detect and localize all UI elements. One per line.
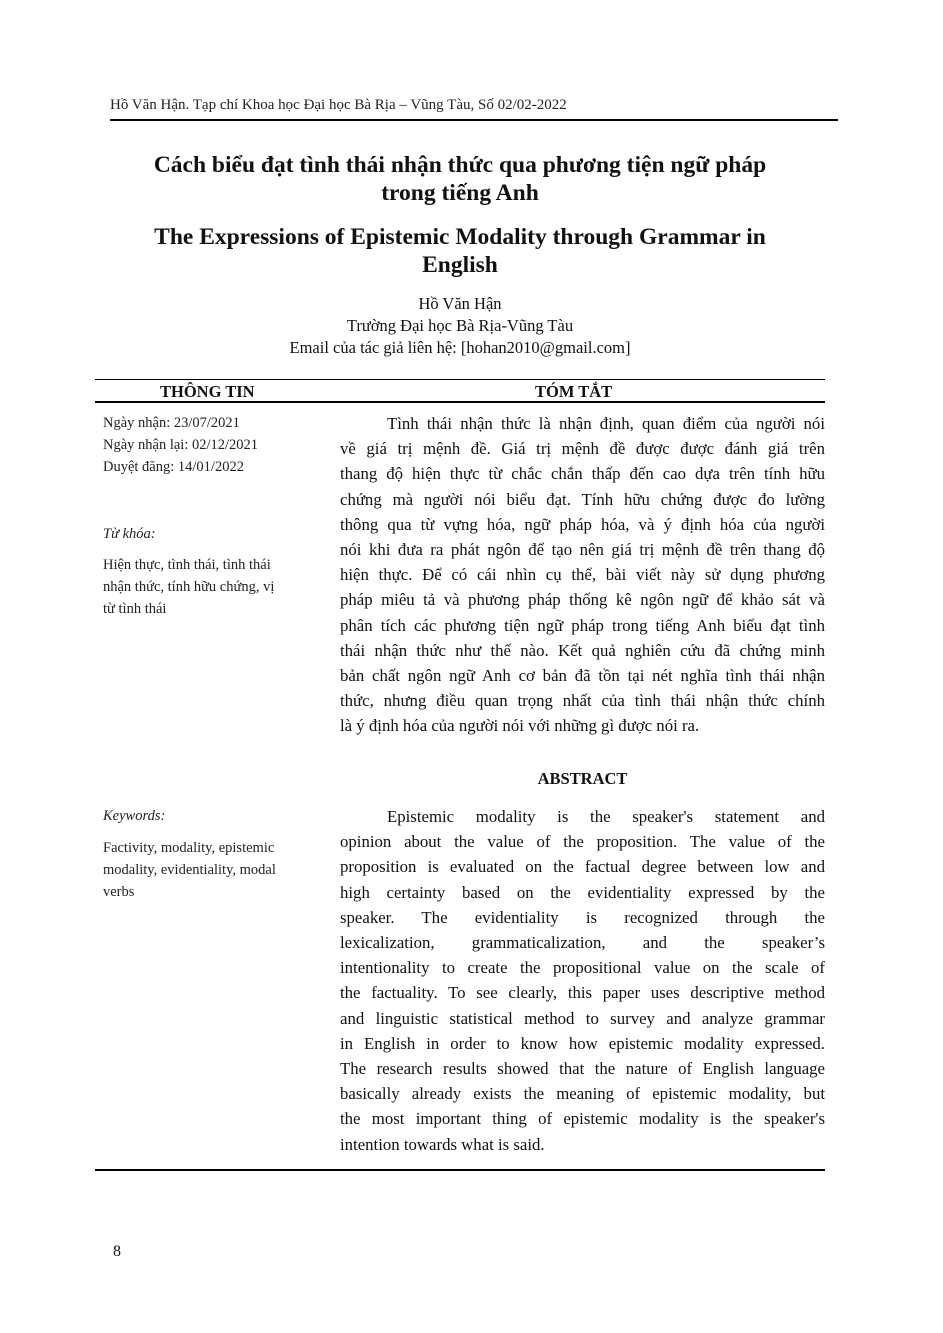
abstract-line: là ý định hóa của người nói với những gì được nói ra. <box>340 716 700 736</box>
abstract-heading: ABSTRACT <box>537 769 628 788</box>
summary-header: TÓM TẮT <box>535 382 613 401</box>
abstract-line: thái nhận thức như thế nào. Kết quả nghiên cứu đã chứng minh <box>340 640 825 660</box>
abstract-line: phân tích các phương tiện ngữ pháp trong tiếng Anh biểu đạt tình <box>340 615 825 635</box>
table-header-rule <box>95 401 825 403</box>
abstract-line: bản chất ngôn ngữ Anh cơ bản đã tồn tại nét nghĩa tình thái nhận <box>340 666 825 686</box>
abstract-vietnamese <box>340 411 825 739</box>
title-english <box>95 223 825 279</box>
abstract-line: the factuality. To see clearly, this paper uses descriptive method <box>340 983 825 1003</box>
abstract-line: proposition is evaluated on the factual degree between low and <box>340 857 825 877</box>
abstract-line: thang độ hiện thực từ chắc chắn thấp đến cao dựa trên tính hữu <box>340 464 825 484</box>
abstract-line: in English in order to know how epistemic modality expressed. <box>340 1033 825 1053</box>
keywords-vi <box>103 554 318 620</box>
title-vietnamese <box>95 151 825 207</box>
author-block <box>95 293 825 359</box>
keywords-line: modality, evidentiality, modal <box>103 862 276 878</box>
running-head: Hồ Văn Hận. Tạp chí Khoa học Đại học Bà Rịa – Vũng Tàu, Số 02/02-2022 <box>110 97 567 113</box>
table-bottom-rule <box>95 1169 825 1171</box>
abstract-line: and linguistic statistical method to survey and analyze grammar <box>340 1008 825 1028</box>
author-affiliation: Trường Đại học Bà Rịa-Vũng Tàu <box>346 316 574 335</box>
keywords-line: verbs <box>103 884 135 900</box>
keywords-en-label: Keywords: <box>103 808 166 824</box>
keywords-line: nhận thức, tính hữu chứng, vị <box>103 579 275 595</box>
revised-date: Ngày nhận lại: 02/12/2021 <box>103 437 259 453</box>
abstract-line: thông qua từ vựng hóa, ngữ pháp hóa, và ý định hóa của người <box>340 514 825 534</box>
article-dates <box>103 412 318 478</box>
abstract-line: The research results showed that the nature of English language <box>340 1059 825 1079</box>
keywords-line: Factivity, modality, epistemic <box>103 840 275 856</box>
keywords-en <box>103 837 318 903</box>
abstract-line: speaker. The evidentiality is recognized through the <box>340 907 825 927</box>
abstract-line: opinion about the value of the proposition. The value of the <box>340 832 825 852</box>
abstract-line: lexicalization, grammaticalization, and the speaker’s <box>340 933 825 953</box>
author-email[interactable]: Email của tác giả liên hệ: [hohan2010@gmail.com] <box>289 338 631 357</box>
title-line: trong tiếng Anh <box>381 180 539 206</box>
table-top-rule <box>95 379 825 380</box>
keywords-line: từ tình thái <box>103 601 167 617</box>
page-number: 8 <box>113 1243 121 1260</box>
abstract-line: chứng mà người nói biểu đạt. Tính hữu chứng được đo lường <box>340 489 825 509</box>
abstract-line: nói khi đưa ra phát ngôn để tạo nên giá trị mệnh đề trên thang độ <box>340 540 825 560</box>
abstract-line: intention towards what is said. <box>340 1134 545 1154</box>
abstract-english <box>340 804 825 1157</box>
abstract-line: the most important thing of epistemic modality is the speaker's <box>340 1109 825 1129</box>
abstract-line: hiện thực. Để có cái nhìn cụ thể, bài viết này sử dụng phương <box>340 565 825 585</box>
keywords-line: Hiện thực, tình thái, tình thái <box>103 557 271 573</box>
abstract-line: high certainty based on the evidentiality expressed by the <box>340 882 825 902</box>
received-date: Ngày nhận: 23/07/2021 <box>103 415 240 431</box>
title-line: Cách biểu đạt tình thái nhận thức qua phương tiện ngữ pháp <box>153 152 767 178</box>
abstract-line: Epistemic modality is the speaker's statement and <box>387 807 825 826</box>
abstract-line: basically already exists the meaning of epistemic modality, but <box>340 1084 825 1104</box>
title-line: The Expressions of Epistemic Modality through Grammar in <box>154 224 766 250</box>
info-header: THÔNG TIN <box>160 382 255 401</box>
abstract-line: Tình thái nhận thức là nhận định, quan điểm của người nói <box>387 414 825 433</box>
title-line: English <box>422 252 498 278</box>
abstract-line: về giá trị mệnh đề. Giá trị mệnh đề được được đánh giá trên <box>340 439 825 459</box>
abstract-line: intentionality to create the propositional value on the scale of <box>340 958 825 978</box>
accepted-date: Duyệt đăng: 14/01/2022 <box>103 459 244 475</box>
keywords-vi-label: Từ khóa: <box>103 526 156 542</box>
author-name: Hồ Văn Hận <box>418 294 502 313</box>
header-rule <box>110 119 838 121</box>
abstract-line: pháp miêu tả và phương pháp thống kê ngôn ngữ để khảo sát và <box>340 590 825 610</box>
abstract-line: thức, nhưng điều quan trọng nhất của tình thái nhận thức chính <box>340 691 825 711</box>
